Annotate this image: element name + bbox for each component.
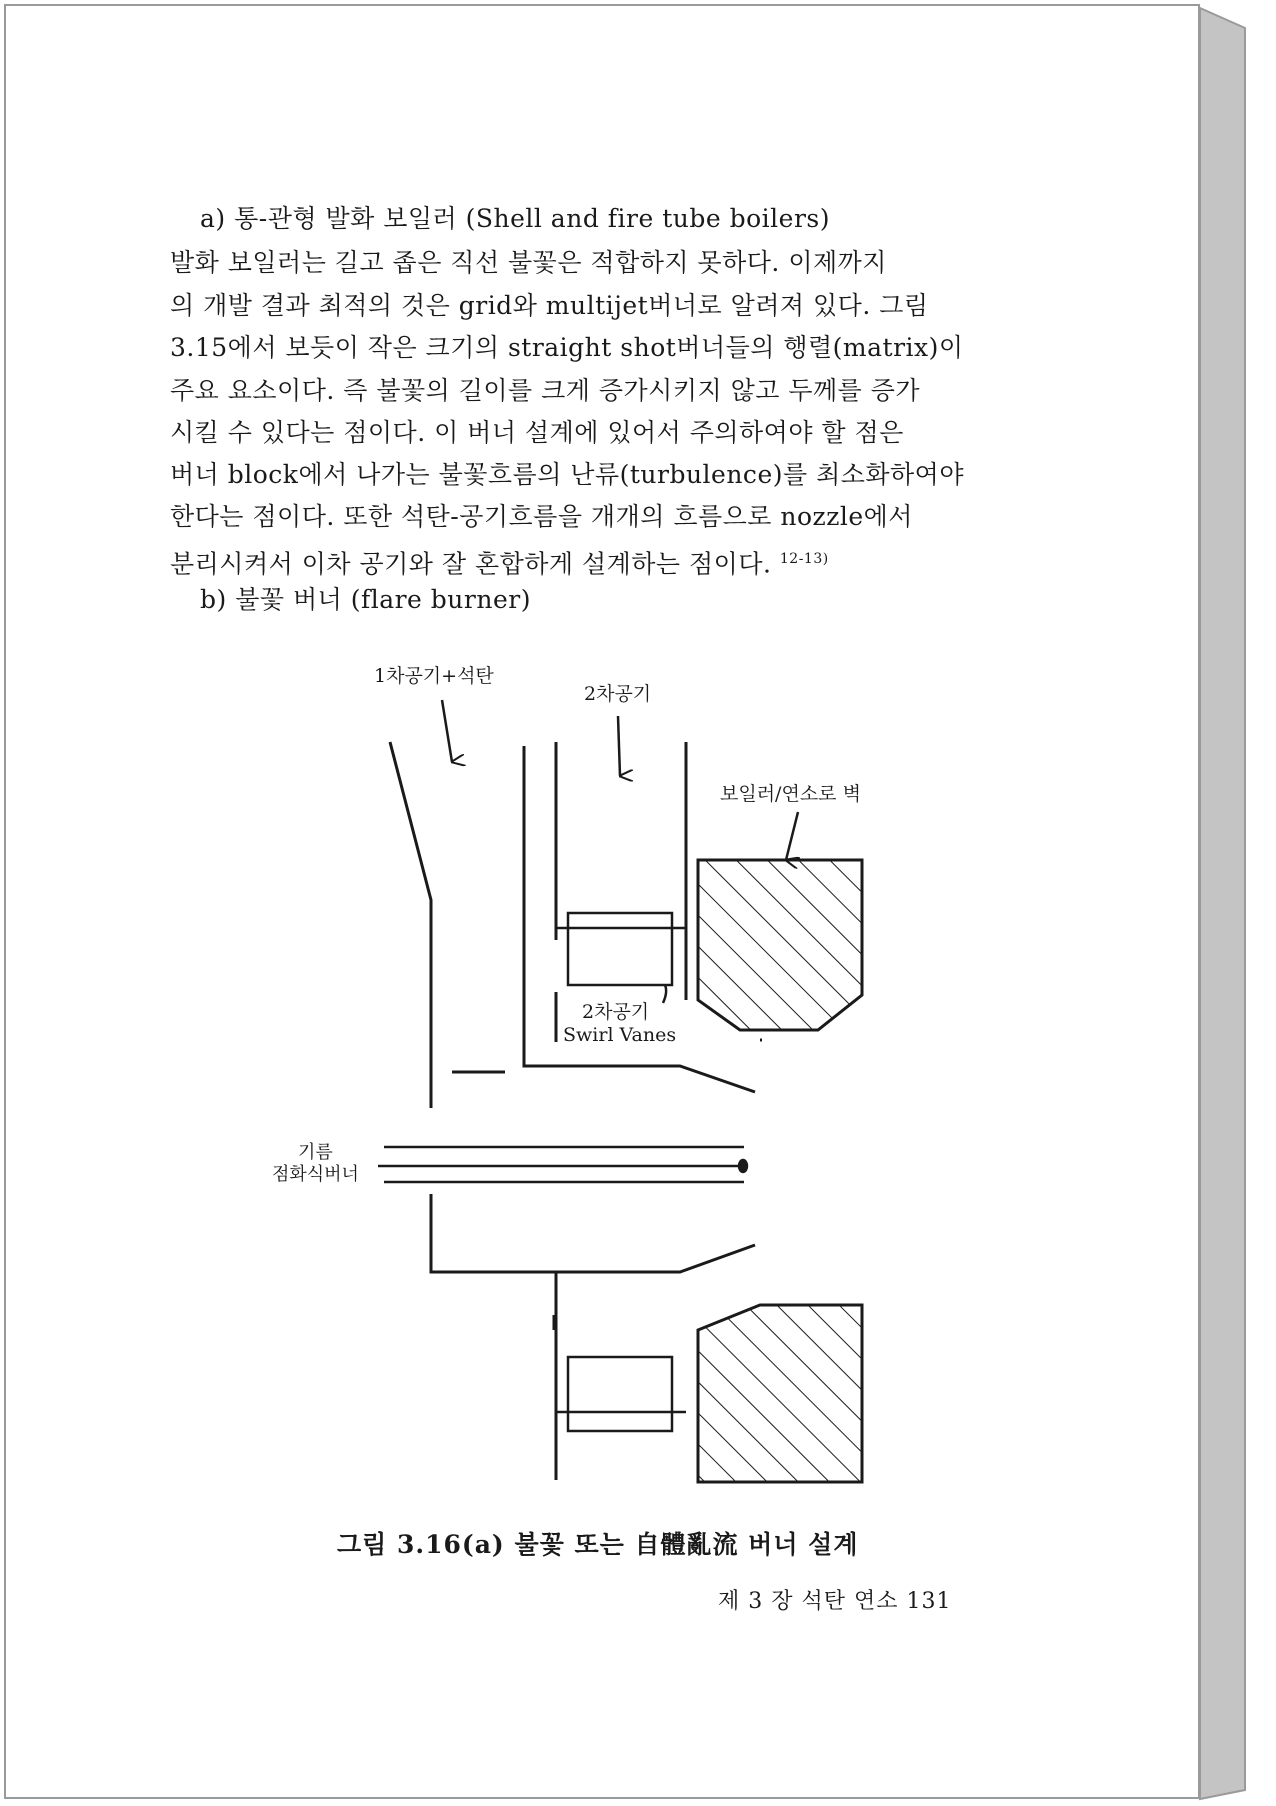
body-line: 발화 보일러는 길고 좁은 직선 불꽃은 적합하지 못하다. 이제까지 (170, 248, 887, 277)
heading-a: a) 통-관형 발화 보일러 (Shell and fire tube boilers) (200, 204, 830, 233)
reference-superscript: 12-13) (779, 551, 829, 567)
boiler-wall-upper (698, 860, 862, 1030)
figure-caption: 그림 3.16(a) 불꽃 또는 自體亂流 버너 설계 (337, 1530, 859, 1559)
label-vanes-ko: 2차공기 (582, 1001, 650, 1023)
oil-burner-tip (739, 1160, 747, 1172)
swirl-vane-lower (568, 1357, 672, 1431)
heading-b: b) 불꽃 버너 (flare burner) (200, 585, 531, 614)
boiler-wall-lower (698, 1305, 862, 1482)
label-oil-1: 기름 (298, 1142, 333, 1163)
body-line: 주요 요소이다. 즉 불꽃의 길이를 크게 증가시키지 않고 두께를 증가 (170, 376, 921, 405)
burner-outer-wall (390, 742, 431, 1108)
label-oil-2: 점화식버너 (272, 1164, 359, 1185)
label-vanes-en: Swirl Vanes (563, 1024, 677, 1046)
label-primary-air: 1차공기+석탄 (374, 665, 494, 687)
body-line: 의 개발 결과 최적의 것은 grid와 multijet버너로 알려져 있다. 그림 (170, 291, 929, 320)
primary-air-arrow (442, 700, 452, 762)
page-footer: 제 3 장 석탄 연소 131 (718, 1589, 952, 1614)
secondary-air-arrow (618, 716, 620, 776)
body-line: 시킬 수 있다는 점이다. 이 버너 설계에 있어서 주의하여야 할 점은 (170, 418, 904, 447)
body-line: 한다는 점이다. 또한 석탄-공기흐름을 개개의 흐름으로 nozzle에서 (170, 502, 913, 531)
label-wall: 보일러/연소로 벽 (720, 783, 861, 805)
lower-duct (431, 1245, 755, 1272)
body-line-text: 분리시켜서 이차 공기와 잘 혼합하게 설계하는 점이다. (170, 549, 772, 579)
body-line: 3.15에서 보듯이 작은 크기의 straight shot버너들의 행렬(matrix)이 (170, 333, 964, 362)
vanes-label-arrow (663, 985, 666, 1003)
swirl-vane-upper (568, 913, 672, 985)
wall-label-arrow (786, 812, 798, 860)
body-line: 버너 block에서 나가는 불꽃흐름의 난류(turbulence)를 최소화하여야 (170, 460, 964, 489)
label-secondary-air: 2차공기 (584, 683, 652, 705)
